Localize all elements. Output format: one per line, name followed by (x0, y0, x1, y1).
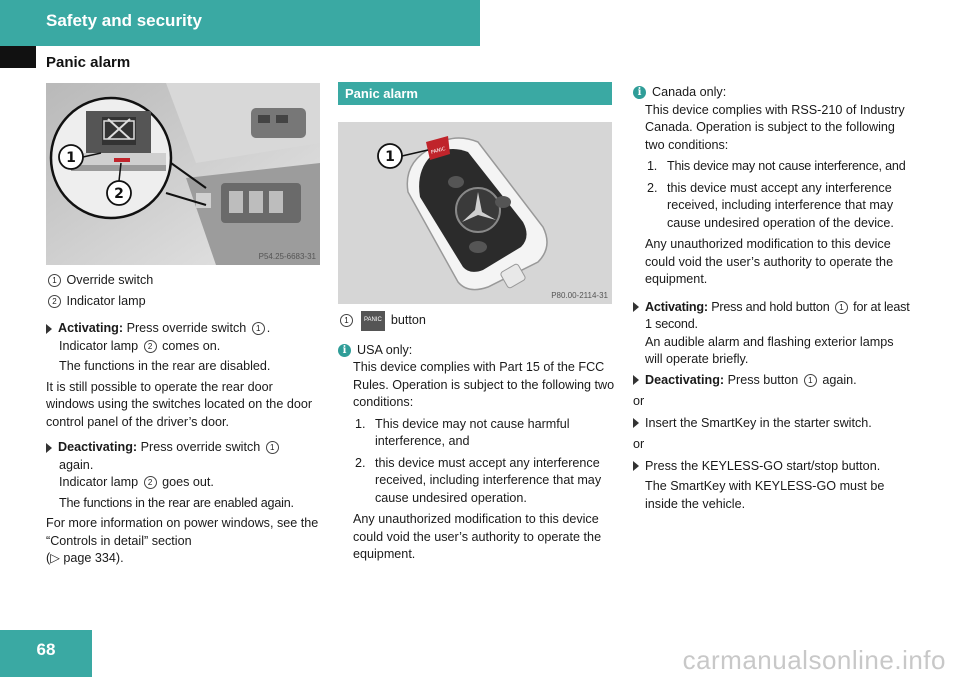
panic-button-legend (338, 311, 615, 331)
keyless-go-step (633, 458, 911, 476)
arrow-icon (46, 324, 52, 334)
smartkey-image (338, 122, 612, 304)
page-reference-link[interactable]: (▷ page 334). (46, 551, 124, 565)
step-text: . (266, 321, 271, 335)
number-badge: 1 (340, 314, 353, 327)
door-panel-illustration (46, 83, 320, 265)
canada-text: This device complies with RSS-210 of Industry Canada. Operation is subject to the following two conditions: (645, 102, 905, 152)
step-text: Press the KEYLESS-GO start/stop button. (645, 458, 881, 473)
number-badge: 2 (144, 476, 157, 489)
number-badge: 2 (144, 340, 157, 353)
list-number: 2. (647, 180, 658, 195)
usa-condition-1 (353, 416, 615, 451)
list-number: 2. (355, 455, 366, 470)
section-title: Panic alarm (345, 86, 418, 101)
note-label: USA only: (357, 342, 413, 357)
step-text: Indicator lamp (59, 475, 139, 489)
list-number: 1. (647, 159, 658, 173)
arrow-icon (633, 418, 639, 428)
watermark: carmanualsonline.info (682, 645, 946, 675)
right-column (633, 84, 911, 513)
or-separator: or (633, 437, 645, 451)
step-text: again. (822, 372, 857, 387)
number-badge: 1 (48, 274, 61, 287)
panic-key-label: PANIC (430, 146, 447, 156)
usa-text: This device complies with Part 15 of the FCC Rules. Operation is subject to the following two conditions: (353, 360, 615, 409)
header-marker (0, 46, 36, 68)
deactivating-step (46, 439, 324, 457)
list-text: This device may not cause interference, and (667, 159, 906, 173)
step-text: goes out. (162, 475, 214, 489)
arrow-icon (633, 375, 639, 385)
info-icon: i (338, 344, 351, 357)
lamp-on-text (46, 338, 324, 356)
step-text: Press button (727, 372, 799, 387)
note-label: Canada only: (652, 85, 727, 99)
canada-heading (633, 84, 911, 102)
canada-modification-note: Any unauthorized modification to this device could void the user’s authority to operate the equipment. (645, 237, 894, 286)
panic-button-icon: PANIC (361, 311, 385, 331)
callout-2: 2 (114, 186, 124, 202)
info-icon: i (633, 86, 646, 99)
callout-1: 1 (66, 150, 76, 166)
image-code: P54.25-6683-31 (258, 252, 316, 261)
step-text: Insert the SmartKey in the starter switch. (645, 415, 872, 430)
again-text: again. (59, 457, 94, 472)
step-text: for at least 1 second. (645, 299, 910, 331)
list-text: this device must accept any interference received, including interference that may cause undesired operation of the device. (667, 180, 894, 230)
smartkey-note: The SmartKey with KEYLESS-GO must be inside the vehicle. (645, 479, 885, 511)
step-text: Indicator lamp (59, 338, 139, 353)
list-text: this device must accept any interference received, including interference that may cause undesired operation. (375, 455, 602, 505)
step-text: Press override switch (140, 440, 261, 454)
left-column (46, 272, 324, 568)
or-separator: or (633, 394, 645, 408)
image-code: P80.00-2114-31 (551, 291, 608, 300)
canada-condition-2 (645, 180, 911, 233)
number-badge: 1 (266, 441, 279, 454)
page-subtitle: Panic alarm (46, 54, 131, 71)
arrow-icon (633, 461, 639, 471)
callout-1: 1 (385, 149, 395, 165)
step-label: Deactivating: (58, 440, 138, 454)
override-switch-image (46, 83, 320, 265)
canada-condition-1 (645, 158, 911, 176)
usa-condition-2 (353, 455, 615, 508)
step-text: Press and hold button (711, 299, 830, 314)
enabled-note: The functions in the rear are enabled again. (59, 495, 294, 510)
section-header-title: Safety and security (46, 11, 202, 30)
insert-smartkey-step (633, 415, 911, 433)
step-text: Press override switch (126, 321, 247, 335)
panic-deactivating-step (633, 372, 911, 390)
legend-item-1 (46, 272, 324, 290)
usa-heading (338, 342, 615, 360)
step-text: comes on. (162, 338, 221, 353)
smartkey-illustration (338, 122, 612, 304)
arrow-icon (633, 302, 639, 312)
more-info-text: For more information on power windows, see the “Controls in detail” section (46, 516, 319, 548)
middle-column (342, 311, 615, 564)
audible-alarm-text: An audible alarm and flashing exterior lamps will operate briefly. (645, 334, 894, 366)
number-badge: 2 (48, 295, 61, 308)
number-badge: 1 (835, 301, 848, 314)
list-number: 1. (355, 416, 366, 431)
activating-step (46, 320, 324, 338)
step-label: Activating: (645, 299, 708, 314)
usa-modification-note: Any unauthorized modification to this device could void the user’s authority to operate the equipment. (353, 512, 602, 561)
arrow-icon (46, 443, 52, 453)
list-text: This device may not cause harmful interference, and (375, 416, 570, 448)
legend-label: button (390, 313, 426, 328)
still-possible-text: It is still possible to operate the rear door windows using the switches located on the door control panel of the driver’s door. (46, 379, 313, 429)
legend-label: Indicator lamp (66, 293, 146, 308)
number-badge: 1 (252, 322, 265, 335)
number-badge: 1 (804, 374, 817, 387)
legend-item-2 (46, 293, 324, 311)
page-number: 68 (36, 640, 56, 659)
step-label: Activating: (58, 321, 124, 335)
step-label: Deactivating: (645, 372, 725, 387)
disabled-note: The functions in the rear are disabled. (59, 359, 271, 373)
lamp-out-text (46, 474, 324, 492)
legend-label: Override switch (66, 273, 154, 287)
panic-activating-step (633, 299, 911, 334)
